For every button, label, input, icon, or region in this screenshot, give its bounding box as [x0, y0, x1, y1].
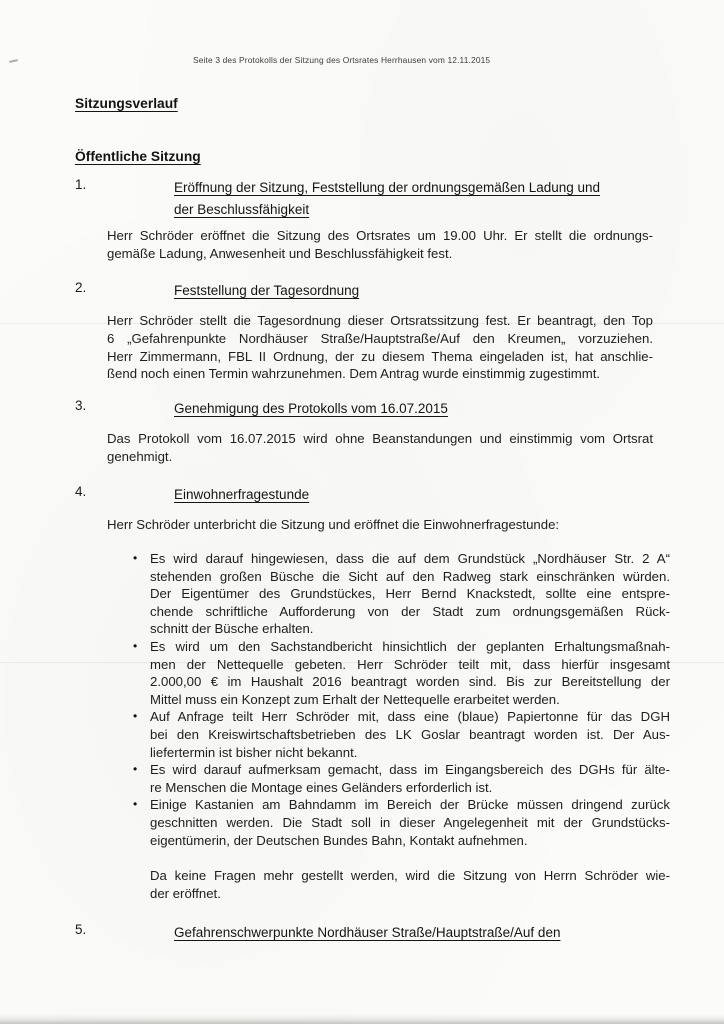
bullet-text: Es wird um den Sachstandbericht hinsichtlich der geplanten Erhaltungsmaßnah- men der Nettequelle gebeten. Herr Schröder teilt mit, dass hierfür insgesamt 2.000,00 € im Haushalt 2016 beantragt worden sind. Bis zur Bereitstellung der Mittel muss ein Konzept zum Erhalt der Nettequelle erarbeitet werden. — [150, 638, 670, 707]
bullet-icon: • — [133, 551, 138, 565]
bullet-text: Auf Anfrage teilt Herr Schröder mit, dass eine (blaue) Papiertonne für das DGH bei den Kreiswirtschaftsbetrieben des LK Goslar beantragt worden ist. Der Aus- liefertermin ist bisher nicht bekannt. — [150, 709, 670, 760]
agenda-item-4-closing-paragraph: Da keine Fragen mehr gestellt werden, wird die Sitzung von Herrn Schröder wie- der eröffnet. — [150, 868, 670, 901]
bullet-item — [133, 638, 673, 708]
bullet-item — [133, 761, 673, 796]
agenda-item-5-title: Gefahrenschwerpunkte Nordhäuser Straße/Hauptstraße/Auf den — [174, 925, 561, 940]
agenda-item-2-number: 2. — [75, 280, 87, 295]
scan-bottom-shadow — [0, 1014, 724, 1024]
agenda-item-2-paragraph: Herr Schröder stellt die Tagesordnung dieser Ortsratssitzung fest. Er beantragt, den Top 6 „Gefahrenpunkte Nordhäuser Straße/Hauptstraße/Auf den Kreumen„ vorzuziehen. Herr Zimmermann, FBL II Ordnung, der zu diesem Thema eingeladen ist, hat anschlie- ßend noch einen Termin wahrzunehmen. Dem Antrag wurde einstimmig zugestimmt. — [107, 313, 653, 382]
bullet-icon: • — [133, 762, 138, 777]
agenda-item-4-intro-paragraph: Herr Schröder unterbricht die Sitzung und eröffnet die Einwohnerfragestunde: — [107, 517, 560, 532]
agenda-item-3-paragraph: Das Protokoll vom 16.07.2015 wird ohne Beanstandungen und einstimmig vom Ortsrat genehmigt. — [107, 431, 653, 464]
bullet-text: Es wird darauf aufmerksam gemacht, dass im Eingangsbereich des DGHs für älte- re Menschen die Montage eines Geländers erforderlich ist. — [150, 762, 670, 795]
bullet-icon: • — [133, 709, 138, 724]
bullet-item — [133, 550, 673, 638]
bullet-text: Es wird darauf hingewiesen, dass die auf dem Grundstück „Nordhäuser Str. 2 A“ stehenden großen Büsche die Sicht auf den Radweg stark einschränken würden. Der Eigentümer des Grundstückes, Herr Bernd Knackstedt, sollte eine entspre- chende schriftliche Aufforderung von der Stadt zum ordnungsgemäßen Rück- schnitt der Büsche erhalten. — [150, 551, 670, 637]
agenda-item-3-number: 3. — [75, 398, 87, 413]
agenda-item-5-number: 5. — [75, 922, 87, 937]
scan-edge-mark — [9, 59, 18, 63]
einwohnerfragestunde-bullet-list — [133, 550, 673, 849]
agenda-item-1-number: 1. — [75, 177, 87, 192]
page-header: Seite 3 des Protokolls der Sitzung des Ortsrates Herrhausen vom 12.11.2015 — [193, 55, 491, 65]
agenda-item-1-paragraph: Herr Schröder eröffnet die Sitzung des Ortsrates um 19.00 Uhr. Er stellt die ordnungs- gemäße Ladung, Anwesenheit und Beschlussfähigkeit fest. — [107, 228, 653, 261]
agenda-item-3-title: Genehmigung des Protokolls vom 16.07.2015 — [174, 401, 448, 416]
bullet-text: Einige Kastanien am Bahndamm im Bereich der Brücke müssen dringend zurück geschnitten werden. Die Stadt soll in dieser Angelegenheit mit der Grundstücks- eigentümerin, der Deutschen Bundes Bahn, Kontakt aufnehmen. — [150, 797, 670, 848]
bullet-item — [133, 708, 673, 761]
agenda-item-4-number: 4. — [75, 484, 87, 499]
agenda-item-4-title: Einwohnerfragestunde — [174, 487, 310, 502]
agenda-item-2-title: Feststellung der Tagesordnung — [174, 283, 360, 298]
bullet-item — [133, 796, 673, 849]
heading-oeffentliche-sitzung: Öffentliche Sitzung — [75, 149, 201, 164]
agenda-item-1-title: Eröffnung der Sitzung, Feststellung der ordnungsgemäßen Ladung und der Beschlussfähigkeit — [174, 180, 601, 217]
bullet-icon: • — [133, 797, 138, 812]
heading-sitzungsverlauf: Sitzungsverlauf — [75, 96, 178, 111]
bullet-icon: • — [133, 638, 138, 653]
